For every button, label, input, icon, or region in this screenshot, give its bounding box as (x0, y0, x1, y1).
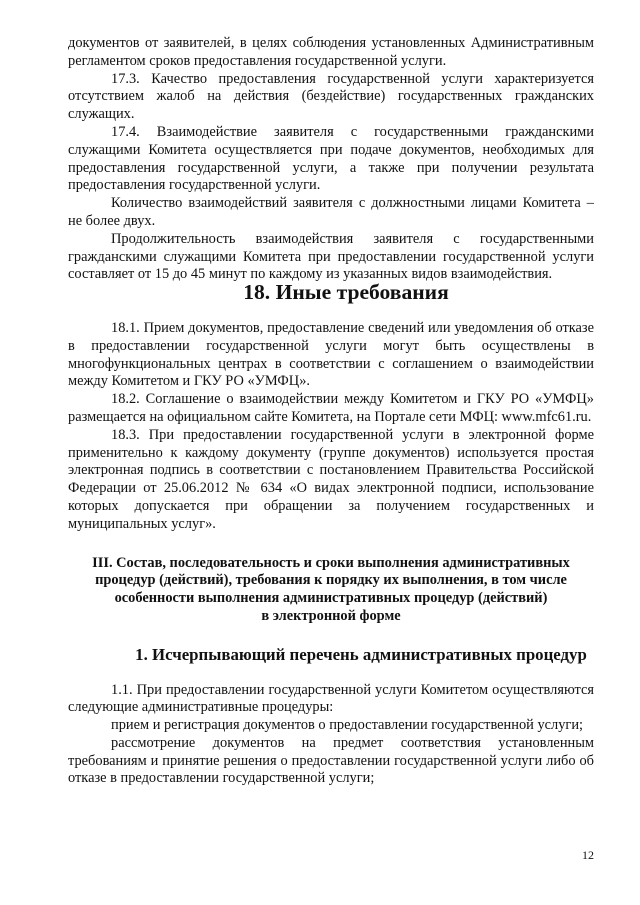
paragraph-continuation: документов от заявителей, в целях соблюдения установленных Административным регламентом сроков предоставления государственной услуги. (68, 35, 594, 69)
paragraph-18-2: 18.2. Соглашение о взаимодействии между Комитетом и ГКУ РО «УМФЦ» размещается на официальном сайте Комитета, на Портале сети МФЦ: www.mfc61.ru. (68, 391, 594, 425)
paragraph-17-3: 17.3. Качество предоставления государственной услуги характеризуется отсутствием жалоб на действия (бездействие) государственных гражданских служащих. (68, 70, 594, 123)
paragraph-1-1: 1.1. При предоставлении государственной услуги Комитетом осуществляются следующие административные процедуры: (68, 681, 594, 716)
section-iii-heading-line: процедур (действий), требования к порядку их выполнения, в том числе (95, 572, 567, 589)
heading-18-other-requirements: 18. Иные требования (243, 280, 449, 305)
paragraph-18-1: 18.1. Прием документов, предоставление сведений или уведомления об отказе в предоставлении государственной услуги могут быть осуществлены в многофункциональных центрах в соответствии с соглашением о взаимодействии между Комитетом и ГКУ РО «УМФЦ». (68, 319, 594, 390)
section-iii-heading-line: особенности выполнения административных процедур (действий) (114, 590, 548, 607)
paragraph-interaction-duration: Продолжительность взаимодействия заявителя с государственными гражданскими служащими Комитета при предоставлении государственной услуги составляет от 15 до 45 минут по каждому из указанных видов взаимодействия. (68, 230, 594, 283)
heading-1-procedures-list: 1. Исчерпывающий перечень административных процедур (135, 644, 587, 664)
section-iii-heading (68, 555, 594, 626)
list-item-reception: прием и регистрация документов о предоставлении государственной услуги; (111, 717, 584, 734)
paragraph-17-4: 17.4. Взаимодействие заявителя с государственными гражданскими служащими Комитета осуществляется при подаче документов, необходимых для предоставления государственной услуги, а также при получении результата предоставления государственной услуги. (68, 123, 594, 194)
document-body (68, 35, 594, 788)
list-item-review: рассмотрение документов на предмет соответствия установленным требованиям и принятие решения о предоставлении государственной услуги либо об отказе в предоставлении государственной услуги; (68, 734, 594, 787)
paragraph-18-3: 18.3. При предоставлении государственной услуги в электронной форме применительно к каждому документу (группе документов) используется простая электронная подпись в соответствии с постановлением Правительства Российской Федерации от 25.06.2012 № 634 «О видах электронной подписи, использование которых допускается при обращении за получением государственных и муниципальных услуг». (68, 426, 594, 532)
page-number: 12 (582, 848, 594, 862)
section-iii-heading-line: в электронной форме (261, 607, 401, 624)
section-iii-heading-line: III. Состав, последовательность и сроки выполнения административных (92, 554, 570, 571)
paragraph-interaction-count: Количество взаимодействий заявителя с должностными лицами Комитета – не более двух. (68, 195, 594, 229)
